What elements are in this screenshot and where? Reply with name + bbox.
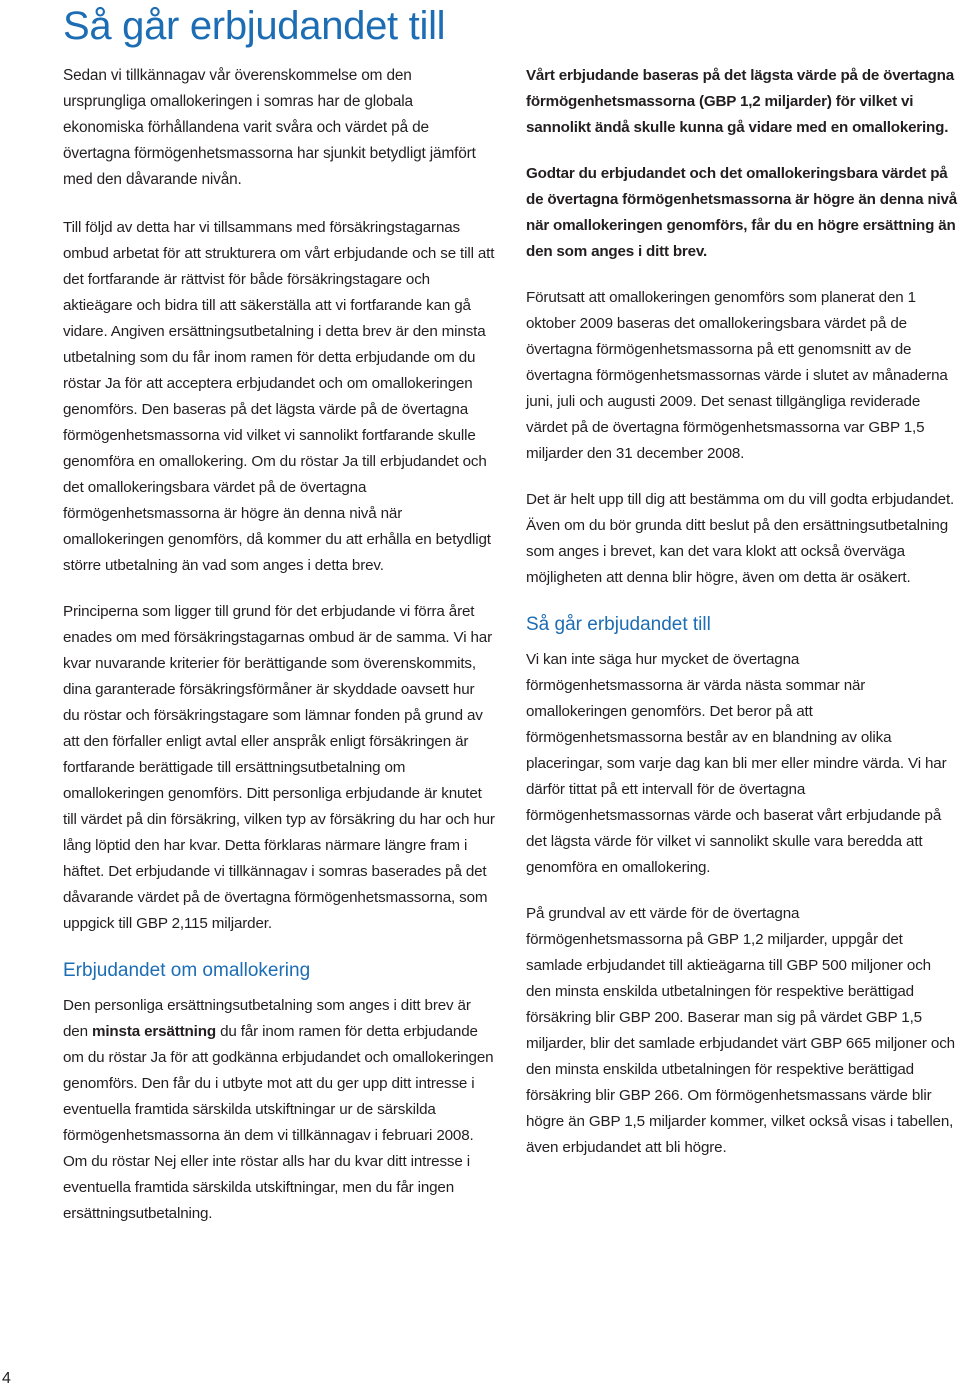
highlight-paragraph: Vårt erbjudande baseras på det lägsta värde på de övertagna förmögenhetsmassorna (GBP 1,2 miljarder) för vilket vi sannolikt ändå skulle kunna gå vidare med en omallokering. bbox=[526, 67, 954, 136]
body-paragraph: Vi kan inte säga hur mycket de övertagna förmögenhetsmassorna är värda nästa sommar när omallokeringen genomförs. Det beror på att förmögenhetsmassorna består av en blandning av olika placeringar, som varje dag kan bli mer eller mindre värda. Vi har därför tittat på ett intervall för de övertagna förmögenhetsmassornas värde och baserat vårt erbjudande på det lägsta värde för vilket vi sannolikt skulle vara beredda att genomföra en omallokering. bbox=[526, 651, 947, 876]
body-paragraph: Principerna som ligger till grund för det erbjudande vi förra året enades om med försäkringstagarnas ombud är de samma. Vi har kvar nuvarande kriterier för berättigande som överenskommits, dina garanterade försäkringsförmåner är skyddade oavsett hur du röstar och försäkringstagare som lämnar fonden på grund av att den förfaller enligt avtal eller anspråk enligt försäkringen är fortfarande berättigade till ersättningsutbetalning om omallokeringen genomförs. Ditt personliga erbjudande är knutet till värdet på din försäkring, vilken typ av försäkring du har och hur lång löptid den har kvar. Detta förklaras närmare längre fram i häftet. Det erbjudande vi tillkännagav i somras baserades på det dåvarande värdet på de övertagna förmögenhetsmassorna, som uppgick till GBP 2,115 miljarder. bbox=[63, 603, 495, 932]
left-column bbox=[63, 63, 495, 1247]
body-paragraph: Det är helt upp till dig att bestämma om du vill godta erbjudandet. Även om du bör grunda ditt beslut på den ersättningsutbetalning som anges i brevet, kan det vara klokt att också överväga möjligheten att denna blir högre, även om detta är osäkert. bbox=[526, 491, 955, 586]
page-title: Så går erbjudandet till bbox=[63, 4, 446, 48]
body-paragraph: På grundval av ett värde för de övertagna förmögenhetsmassorna på GBP 1,2 miljarder, uppgår det samlade erbjudandet till aktieägarna till GBP 500 miljoner och den minsta enskilda utbetalningen för respektive berättigad försäkring blir GBP 200. Baserar man sig på värdet GBP 1,5 miljarder, blir det samlade erbjudandet värt GBP 665 miljoner och den minsta enskilda utbetalningen för respektive berättigad försäkring blir GBP 266. Om förmögenhetsmassans värde blir högre än GBP 1,5 miljarder kommer, vilket också visas i tabellen, även erbjudandet att bli högre. bbox=[526, 905, 955, 1156]
highlight-paragraph: Godtar du erbjudandet och det omallokeringsbara värdet på de övertagna förmögenhetsmassorna är högre än denna nivå när omallokeringen genomförs, får du en högre ersättning än den som anges i ditt brev. bbox=[526, 165, 958, 260]
page-number: 4 bbox=[2, 1370, 11, 1387]
body-paragraph: Förutsatt att omallokeringen genomförs som planerat den 1 oktober 2009 baseras det omallokeringsbara värdet på de övertagna förmögenhetsmassorna på ett genomsnitt av de övertagna förmögenhetsmassornas värde i slutet av månaderna juni, juli och augusti 2009. Det senast tillgängliga reviderade värdet på de övertagna förmögenhetsmassorna var GBP 1,5 miljarder den 31 december 2008. bbox=[526, 289, 948, 462]
text-run: Den personliga ersättningsutbetalning som anges i ditt brev är den bbox=[63, 997, 471, 1040]
bold-term: minsta ersättning bbox=[91, 1023, 217, 1040]
section-heading-erbjudandet: Erbjudandet om omallokering bbox=[63, 960, 311, 981]
body-paragraph bbox=[63, 993, 495, 1227]
intro-paragraph: Sedan vi tillkännagav vår överenskommelse om den ursprungliga omallokeringen i somras har de globala ekonomiska förhållandena varit svåra och värdet på de övertagna förmögenhetsmassorna har sjunkit betydligt jämfört med den dåvarande nivån. bbox=[63, 67, 476, 188]
text-run: du får inom ramen för detta erbjudande om du röstar Ja för att godkänna erbjudandet och omallokeringen genomförs. Den får du i utbyte mot att du ger upp ditt intresse i eventuella framtida särskilda utskiftningar ur de särskilda förmögenhetsmassorna än dem vi tillkännagav i februari 2008. Om du röstar Nej eller inte röstar alls har du kvar ditt intresse i eventuella framtida särskilda utskiftningar, men du får ingen ersättningsutbetalning. bbox=[63, 1023, 494, 1222]
body-paragraph: Till följd av detta har vi tillsammans med försäkringstagarnas ombud arbetat för att strukturera om vårt erbjudande och se till att det fortfarande är rättvist för både försäkringstagare och aktieägare och bidra till att säkerställa att vi fortfarande kan gå vidare. Angiven ersättningsutbetalning i detta brev är den minsta utbetalning som du får inom ramen för detta erbjudande om du röstar Ja för att acceptera erbjudandet och om omallokeringen genomförs. Den baseras på det lägsta värde på de övertagna förmögenhetsmassorna vid vilket vi sannolikt fortfarande skulle genomföra en omallokering. Om du röstar Ja till erbjudandet och det omallokeringsbara värdet på de övertagna förmögenhetsmassorna är högre än denna nivå när omallokeringen genomförs, då kommer du att erhålla en betydligt större utbetalning än vad som anges i detta brev. bbox=[63, 219, 495, 574]
right-column bbox=[526, 63, 958, 1181]
section-heading-sa-gar: Så går erbjudandet till bbox=[526, 614, 711, 635]
